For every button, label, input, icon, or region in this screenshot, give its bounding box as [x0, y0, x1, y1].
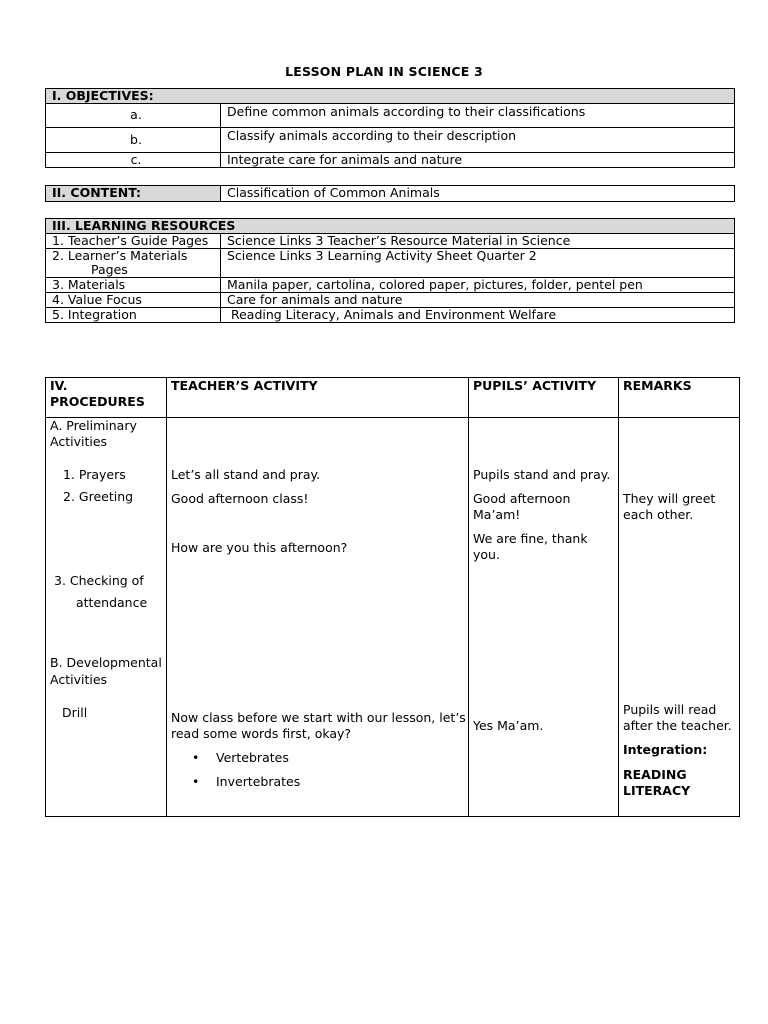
greeting-label: 2. Greeting: [63, 489, 134, 504]
pupils-activity-header-text: PUPILS’ ACTIVITY: [473, 378, 597, 393]
pupils-fine-line1: We are fine, thank: [473, 531, 588, 546]
remarks-header-text: REMARKS: [623, 378, 692, 393]
remarks-literacy-line1: READING: [623, 767, 687, 782]
objectives-header: I. OBJECTIVES:: [46, 89, 735, 104]
objective-label-a: a.: [46, 104, 221, 128]
resource-text-value: Care for animals and nature: [221, 293, 735, 308]
resource-text-integration: Reading Literacy, Animals and Environment Welfare: [221, 308, 735, 323]
procedures-header-line2: PROCEDURES: [50, 394, 145, 409]
procedures-header: [46, 378, 167, 418]
objective-label-b: b.: [46, 128, 221, 153]
procedures-header-line1: IV.: [50, 378, 68, 393]
content-table: [45, 185, 735, 202]
resource-label-learner-line2: Pages: [91, 262, 128, 277]
teacher-drill-line2: read some words first, okay?: [171, 726, 352, 741]
teacher-pray: Let’s all stand and pray.: [171, 467, 321, 482]
objectives-table: [45, 88, 735, 168]
remarks-greet-line2: each other.: [623, 507, 694, 522]
pupils-greet-line1: Good afternoon: [473, 491, 571, 506]
pupils-activity-column: [469, 418, 619, 817]
resources-header: III. LEARNING RESOURCES: [46, 219, 735, 234]
checking-line1: 3. Checking of: [54, 573, 144, 588]
teacher-drill-line1: Now class before we start with our lesson, let’s: [171, 710, 466, 725]
teacher-greet: Good afternoon class!: [171, 491, 309, 506]
developmental-line1: B. Developmental: [50, 655, 162, 670]
resource-text-learner: Science Links 3 Learning Activity Sheet Quarter 2: [221, 249, 735, 278]
resource-text-materials: Manila paper, cartolina, colored paper, pictures, folder, pentel pen: [221, 278, 735, 293]
remarks-greet-line1: They will greet: [623, 491, 716, 506]
procedures-table: [45, 377, 740, 817]
resources-table: [45, 218, 735, 323]
remarks-read-line1: Pupils will read: [623, 702, 717, 717]
content-text: Classification of Common Animals: [221, 186, 735, 202]
objective-text-c: Integrate care for animals and nature: [221, 153, 735, 168]
objective-text-a: Define common animals according to their classifications: [221, 104, 735, 128]
objective-text-b: Classify animals according to their description: [221, 128, 735, 153]
remarks-literacy-line2: LITERACY: [623, 783, 691, 798]
remarks-integration: Integration:: [623, 742, 708, 757]
page-title: LESSON PLAN IN SCIENCE 3: [285, 64, 483, 79]
drill-label: Drill: [62, 705, 88, 720]
checking-line2: attendance: [76, 595, 148, 610]
pupils-drill: Yes Ma’am.: [473, 718, 544, 733]
teacher-activity-header-text: TEACHER’S ACTIVITY: [171, 378, 318, 393]
resource-text-guide: Science Links 3 Teacher’s Resource Material in Science: [221, 234, 735, 249]
remarks-header: [619, 378, 740, 418]
pupils-pray: Pupils stand and pray.: [473, 467, 611, 482]
teacher-activity-column: [167, 418, 469, 817]
developmental-line2: Activities: [50, 672, 108, 687]
word-list-item: • Invertebrates: [216, 775, 300, 789]
resource-label-learner: [46, 249, 221, 278]
resource-label-materials: 3. Materials: [46, 278, 221, 293]
prayers-label: 1. Prayers: [63, 467, 126, 482]
content-label: II. CONTENT:: [46, 186, 221, 202]
pupils-greet-line2: Ma’am!: [473, 507, 521, 522]
resource-label-guide: 1. Teacher’s Guide Pages: [46, 234, 221, 249]
remarks-column: [619, 418, 740, 817]
objective-label-c: c.: [46, 153, 221, 168]
remarks-read-line2: after the teacher.: [623, 718, 732, 733]
resource-label-value: 4. Value Focus: [46, 293, 221, 308]
word-list-item: • Vertebrates: [216, 751, 289, 765]
pupils-fine-line2: you.: [473, 547, 500, 562]
prelim-line2: Activities: [50, 434, 108, 449]
procedures-column: [46, 418, 167, 817]
teacher-how: How are you this afternoon?: [171, 540, 348, 555]
prelim-line1: A. Preliminary: [50, 418, 137, 433]
pupils-activity-header: [469, 378, 619, 418]
resource-label-integration: 5. Integration: [46, 308, 221, 323]
teacher-activity-header: [167, 378, 469, 418]
resource-label-learner-line1: 2. Learner’s Materials: [52, 248, 188, 263]
